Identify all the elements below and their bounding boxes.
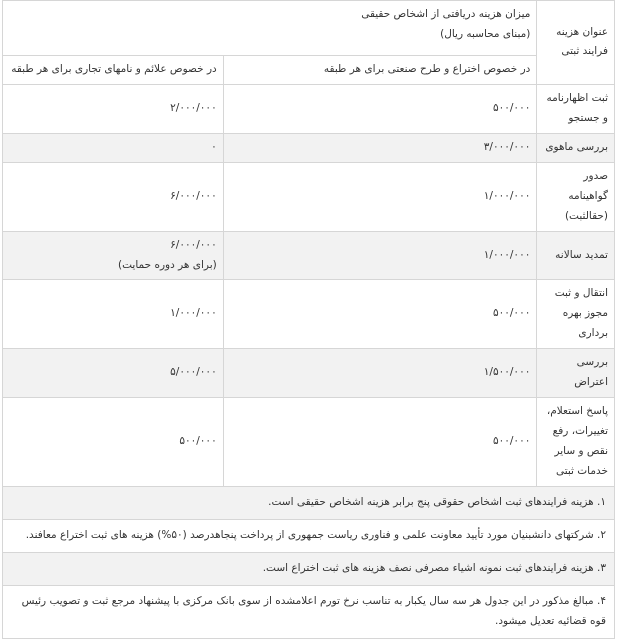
row-trademark: ۵/۰۰۰/۰۰۰: [3, 349, 224, 398]
header-group-title: میزان هزینه دریافتی از اشخاص حقیقی: [361, 8, 531, 20]
table-row: [3, 162, 615, 231]
row-title: بررسی اعتراض: [537, 349, 615, 398]
note-row: [3, 552, 615, 585]
header-group-subtitle: (مبنای محاسبه ریال): [440, 27, 531, 40]
header-trademark: در خصوص علائم و نامهای تجاری برای هر طبقه: [3, 56, 224, 85]
note-row: [3, 486, 615, 519]
row-title: بررسی ماهوی: [537, 133, 615, 162]
header-patent: در خصوص اختراع و طرح صنعتی برای هر طبقه: [223, 56, 537, 85]
row-trademark: ۱/۰۰۰/۰۰۰: [3, 280, 224, 349]
note-text: ۱. هزینه فرایندهای ثبت اشخاص حقوقی پنج برابر هزینه اشخاص حقیقی است.: [3, 486, 615, 519]
table-row: [3, 133, 615, 162]
row-trademark: ۶/۰۰۰/۰۰۰: [3, 162, 224, 231]
note-text: ۳. هزینه فرایندهای ثبت نمونه اشیاء مصرفی نصف هزینه های ثبت اختراع است.: [3, 552, 615, 585]
table-row: [3, 398, 615, 487]
row-title: ثبت اظهارنامه و جستجو: [537, 84, 615, 133]
row-trademark-cell: [3, 231, 224, 280]
row-patent: ۵۰۰/۰۰۰: [223, 398, 537, 487]
row-title: انتقال و ثبت مجوز بهره برداری: [537, 280, 615, 349]
row-trademark: ۲/۰۰۰/۰۰۰: [3, 84, 224, 133]
table-row: [3, 84, 615, 133]
row-trademark: ۶/۰۰۰/۰۰۰: [170, 238, 217, 251]
table-row: [3, 231, 615, 280]
note-row: [3, 519, 615, 552]
row-patent: ۳/۰۰۰/۰۰۰: [223, 133, 537, 162]
row-patent: ۱/۰۰۰/۰۰۰: [223, 231, 537, 280]
row-patent: ۱/۰۰۰/۰۰۰: [223, 162, 537, 231]
note-row: [3, 585, 615, 638]
row-title: تمدید سالانه: [537, 231, 615, 280]
table-row: [3, 349, 615, 398]
row-trademark: ۰: [3, 133, 224, 162]
row-trademark-note: (برای هر دوره حمایت): [118, 258, 217, 271]
row-patent: ۱/۵۰۰/۰۰۰: [223, 349, 537, 398]
header-cost-title: عنوان هزینه فرایند ثبتی: [537, 1, 615, 85]
row-patent: ۵۰۰/۰۰۰: [223, 280, 537, 349]
note-text: ۴. مبالغ مذکور در این جدول هر سه سال یکبار به تناسب نرخ تورم اعلامشده از سوی بانک مرکزی با پیشنهاد مرجع ثبت و تصویب رئیس قوه قضائیه تعدیل میشود.: [3, 585, 615, 638]
row-trademark: ۵۰۰/۰۰۰: [3, 398, 224, 487]
header-group: [3, 1, 537, 56]
table-row: [3, 280, 615, 349]
row-title: پاسخ استعلام، تغییرات، رفع نقص و سایر خدمات ثبتی: [537, 398, 615, 487]
header-row: [3, 1, 615, 56]
row-title: صدور گواهینامه (حقالثبت): [537, 162, 615, 231]
row-patent: ۵۰۰/۰۰۰: [223, 84, 537, 133]
header-subrow: [3, 56, 615, 85]
note-text: ۲. شرکتهای دانشبنیان مورد تأیید معاونت علمی و فناوری ریاست جمهوری از پرداخت پنجاهدرصد (۵۰%) هزینه های ثبت اختراع معافند.: [3, 519, 615, 552]
